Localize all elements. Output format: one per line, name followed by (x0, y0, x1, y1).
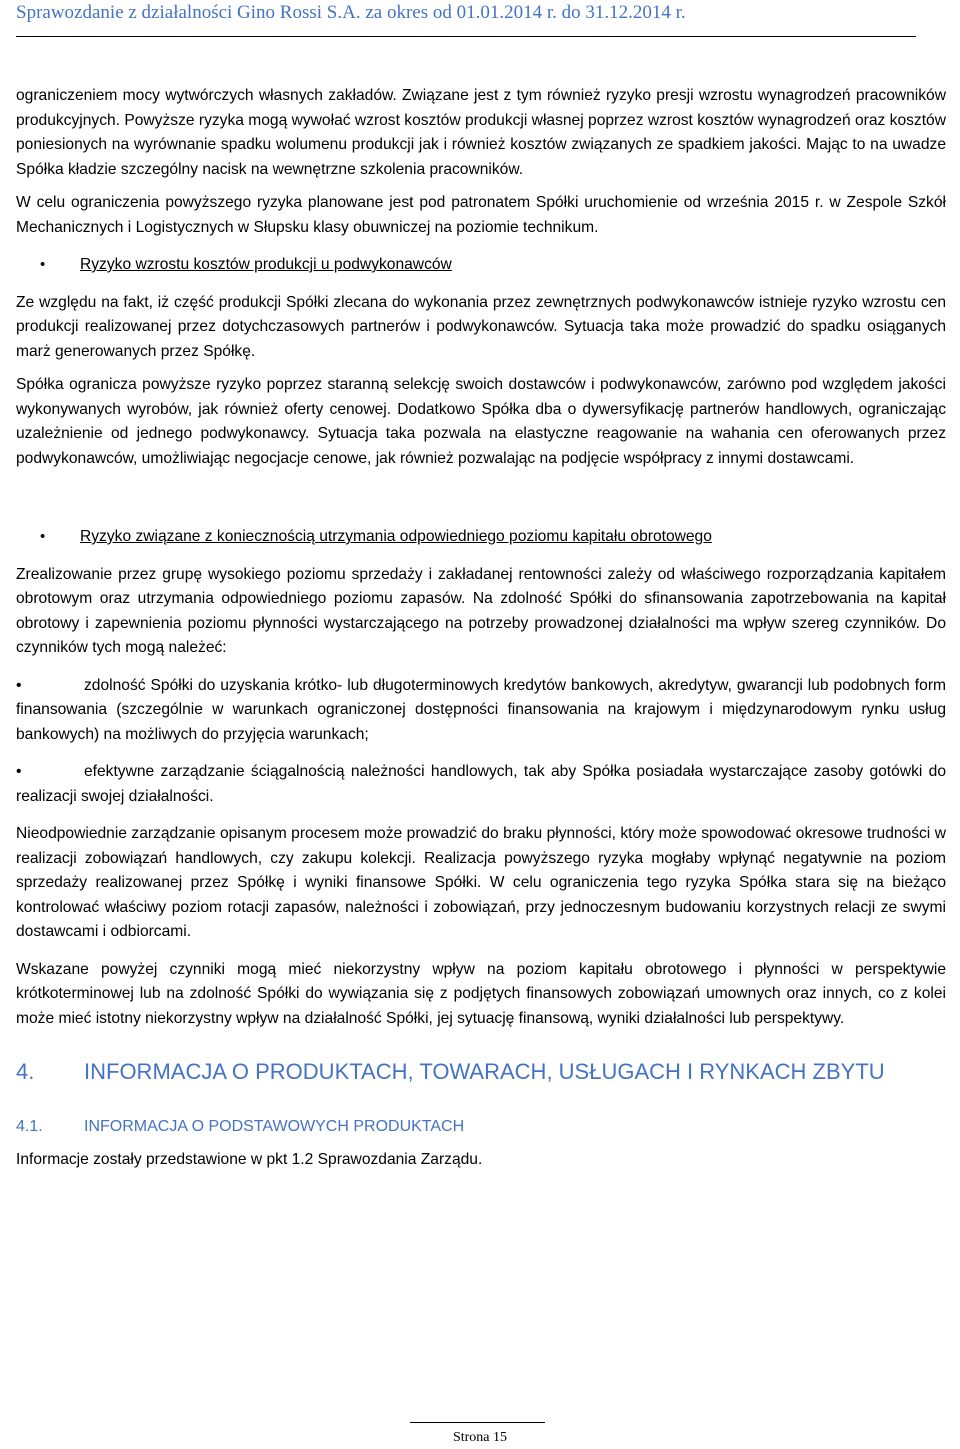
subsection-title: INFORMACJA O PODSTAWOWYCH PRODUKTACH (84, 1118, 465, 1135)
section-number: 4. (16, 1059, 35, 1084)
bullet-label: Ryzyko związane z koniecznością utrzymania odpowiedniego poziomu kapitału obrotowego (80, 528, 712, 545)
paragraph-production-risk: ograniczeniem mocy wytwórczych własnych zakładów. Związane jest z tym również ryzyko presji wzrostu wynagrodzeń pracowników produkcyjnych. Powyższe ryzyka mogą wywołać wzrost kosztów produkcji własnej poprzez wzrost kosztów wynagrodzeń oraz kosztów poniesionych na wyrównanie spadku wolumenu produkcji jak i również kosztów związanych ze spadkiem jakości. Mając to na uwadze Spółka kładzie szczególny nacisk na wewnętrzne szkolenia pracowników. (16, 87, 946, 178)
document-body (16, 84, 946, 1173)
paragraph-factors-impact: Wskazane powyżej czynniki mogą mieć niekorzystny wpływ na poziom kapitału obrotowego i płynności w perspektywie krótkoterminowej lub na zdolność Spółki do wywiązania się z podjętych finansowych zobowiązań umownych oraz innych, co z kolei może mieć istotny niekorzystny wpływ na działalność Spółki, jej sytuację finansową, wyniki działalności lub perspektywy. (16, 960, 946, 1027)
bullet-dot: • (16, 763, 22, 780)
bullet-risk-subcontractors (16, 253, 946, 278)
list-item-factor-receivables (16, 760, 946, 809)
header-divider (16, 36, 916, 37)
bullet-risk-working-capital (16, 525, 946, 550)
bullet-label: Ryzyko wzrostu kosztów produkcji u podwykonawców (80, 256, 452, 273)
paragraph-products-info: Informacje zostały przedstawione w pkt 1.2 Sprawozdania Zarządu. (16, 1151, 483, 1168)
page-header-title: Sprawozdanie z działalności Gino Rossi S.A. za okres od 01.01.2014 r. do 31.12.2014 r. (16, 2, 686, 23)
section-heading-4 (16, 1057, 946, 1087)
paragraph-working-capital: Zrealizowanie przez grupę wysokiego poziomu sprzedaży i zakładanej rentowności zależy od właściwego rozporządzania kapitałem obrotowym oraz utrzymania odpowiedniego poziomu zapasów. Na zdolność Spółki do sfinansowania zapotrzebowania na kapitał obrotowy i zapewnienia poziomu płynności wystarczającego na potrzeby prowadzonej działalności ma wpływ szereg czynników. Do czynników tych mogą należeć: (16, 565, 946, 656)
bullet-dot: • (40, 256, 46, 273)
section-heading-4-1 (16, 1115, 946, 1139)
bullet-dot: • (16, 676, 22, 694)
list-item-text: zdolność Spółki do uzyskania krótko- lub długoterminowych kredytów bankowych, akredytyw, gwarancji lub podobnych form finansowania (szczególnie w warunkach ograniczonej dostępności finansowania na krajowym i międzynarodowym rynku usług bankowych) na możliwych do przyjęcia warunkach; (16, 676, 946, 743)
page-number: Strona 15 (452, 1430, 508, 1445)
paragraph-liquidity-management: Nieodpowiednie zarządzanie opisanym procesem może prowadzić do braku płynności, który może spowodować okresowe trudności w realizacji zobowiązań handlowych, czy zakupu kolekcji. Realizacja powyższego ryzyka mogłaby wpłynąć negatywnie na poziom sprzedaży realizowanej przez Spółkę i wyniki finansowe Spółki. W celu ograniczenia tego ryzyka Spółka stara się na bieżąco kontrolować właściwy poziom rotacji zapasów, należności i zobowiązań, przy jednoczesnym budowaniu korzystnych relacji ze swymi dostawcami i odbiorcami. (16, 825, 946, 940)
list-item-factor-credit (16, 674, 946, 748)
paragraph-subcontractor-mitigation: Spółka ogranicza powyższe ryzyko poprzez staranną selekcję swoich dostawców i podwykonawców, zarówno pod względem jakości wykonywanych wyrobów, jak również oferty cenowej. Dodatkowo Spółka dba o dywersyfikację partnerów handlowych, ograniczając uzależnienie od jednego podwykonawcy. Sytuacja taka pozwala na elastyczne reagowanie na wahania cen oferowanych przez podwykonawców, umożliwiając negocjacje cenowe, jak również pozwalając na podjęcie współpracy z innymi dostawcami. (16, 376, 946, 467)
section-title: INFORMACJA O PRODUKTACH, TOWARACH, USŁUGACH I RYNKACH ZBYTU (84, 1059, 885, 1084)
bullet-dot: • (40, 528, 46, 545)
paragraph-training-school: W celu ograniczenia powyższego ryzyka planowane jest pod patronatem Spółki uruchomienie od września 2015 r. w Zespole Szkół Mechanicznych i Logistycznych w Słupsku klasy obuwniczej na poziomie technikum. (16, 194, 946, 236)
subsection-number: 4.1. (16, 1118, 43, 1135)
footer-divider (410, 1422, 545, 1423)
list-item-text: efektywne zarządzanie ściągalnością należności handlowych, tak aby Spółka posiadała wystarczające zasoby gotówki do realizacji swojej działalności. (16, 763, 946, 805)
paragraph-subcontractor-risk: Ze względu na fakt, iż część produkcji Spółki zlecana do wykonania przez zewnętrznych podwykonawców istnieje ryzyko wzrostu cen produkcji realizowanej przez dotychczasowych partnerów i podwykonawców. Sytuacja taka może prowadzić do spadku osiąganych marż generowanych przez Spółkę. (16, 293, 946, 360)
